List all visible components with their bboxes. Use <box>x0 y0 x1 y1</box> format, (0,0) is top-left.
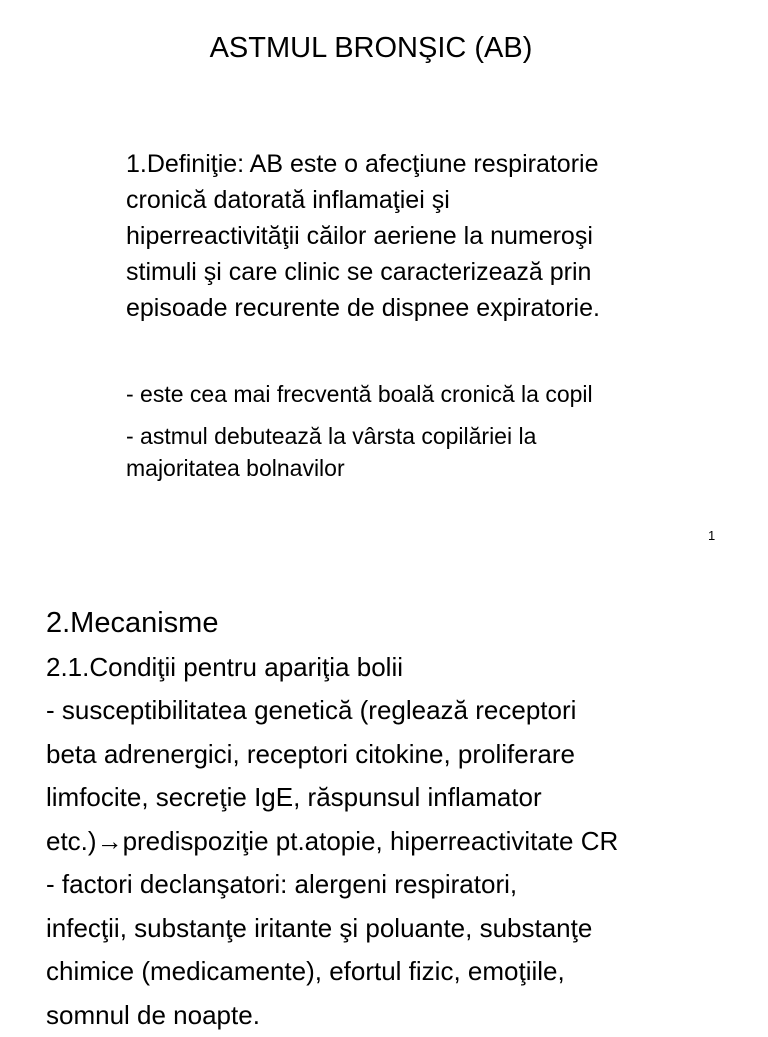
body-line: somnul de noapte. <box>46 994 761 1037</box>
bullet-item: - astmul debutează la vârsta copilăriei la <box>126 420 746 452</box>
definition-paragraph <box>126 146 746 326</box>
bullet-list <box>126 378 746 484</box>
definition-line: episoade recurente de dispnee expiratorie. <box>126 290 746 326</box>
definition-line: hiperreactivităţii căilor aeriene la numeroşi <box>126 218 746 254</box>
body-line: infecţii, substanţe iritante şi poluante, substanţe <box>46 907 761 951</box>
bullet-item: - este cea mai frecventă boală cronică la copil <box>126 378 746 410</box>
section-heading: 2.Mecanisme <box>46 602 761 646</box>
definition-line: cronică datorată inflamaţiei şi <box>126 182 746 218</box>
slide-2 <box>0 560 768 1024</box>
bullet-spacer <box>126 410 746 420</box>
body-line: chimice (medicamente), efortul fizic, emoţiile, <box>46 950 761 994</box>
page-number: 1 <box>708 528 715 544</box>
slide-title: ASTMUL BRONŞIC (AB) <box>0 30 742 66</box>
body-line: beta adrenergici, receptori citokine, proliferare <box>46 733 761 777</box>
body-line: etc.)→predispoziţie pt.atopie, hiperreactivitate CR <box>46 820 761 864</box>
body-line: - susceptibilitatea genetică (reglează receptori <box>46 689 761 733</box>
bullet-item-continuation: majoritatea bolnavilor <box>126 452 746 484</box>
definition-line: stimuli şi care clinic se caracterizează prin <box>126 254 746 290</box>
definition-line: 1.Definiţie: AB este o afecţiune respiratorie <box>126 146 746 182</box>
mechanisms-section <box>46 602 761 1037</box>
subsection-heading: 2.1.Condiţii pentru apariţia bolii <box>46 646 761 690</box>
body-line: - factori declanşatori: alergeni respiratori, <box>46 863 761 907</box>
body-line: limfocite, secreţie IgE, răspunsul inflamator <box>46 776 761 820</box>
